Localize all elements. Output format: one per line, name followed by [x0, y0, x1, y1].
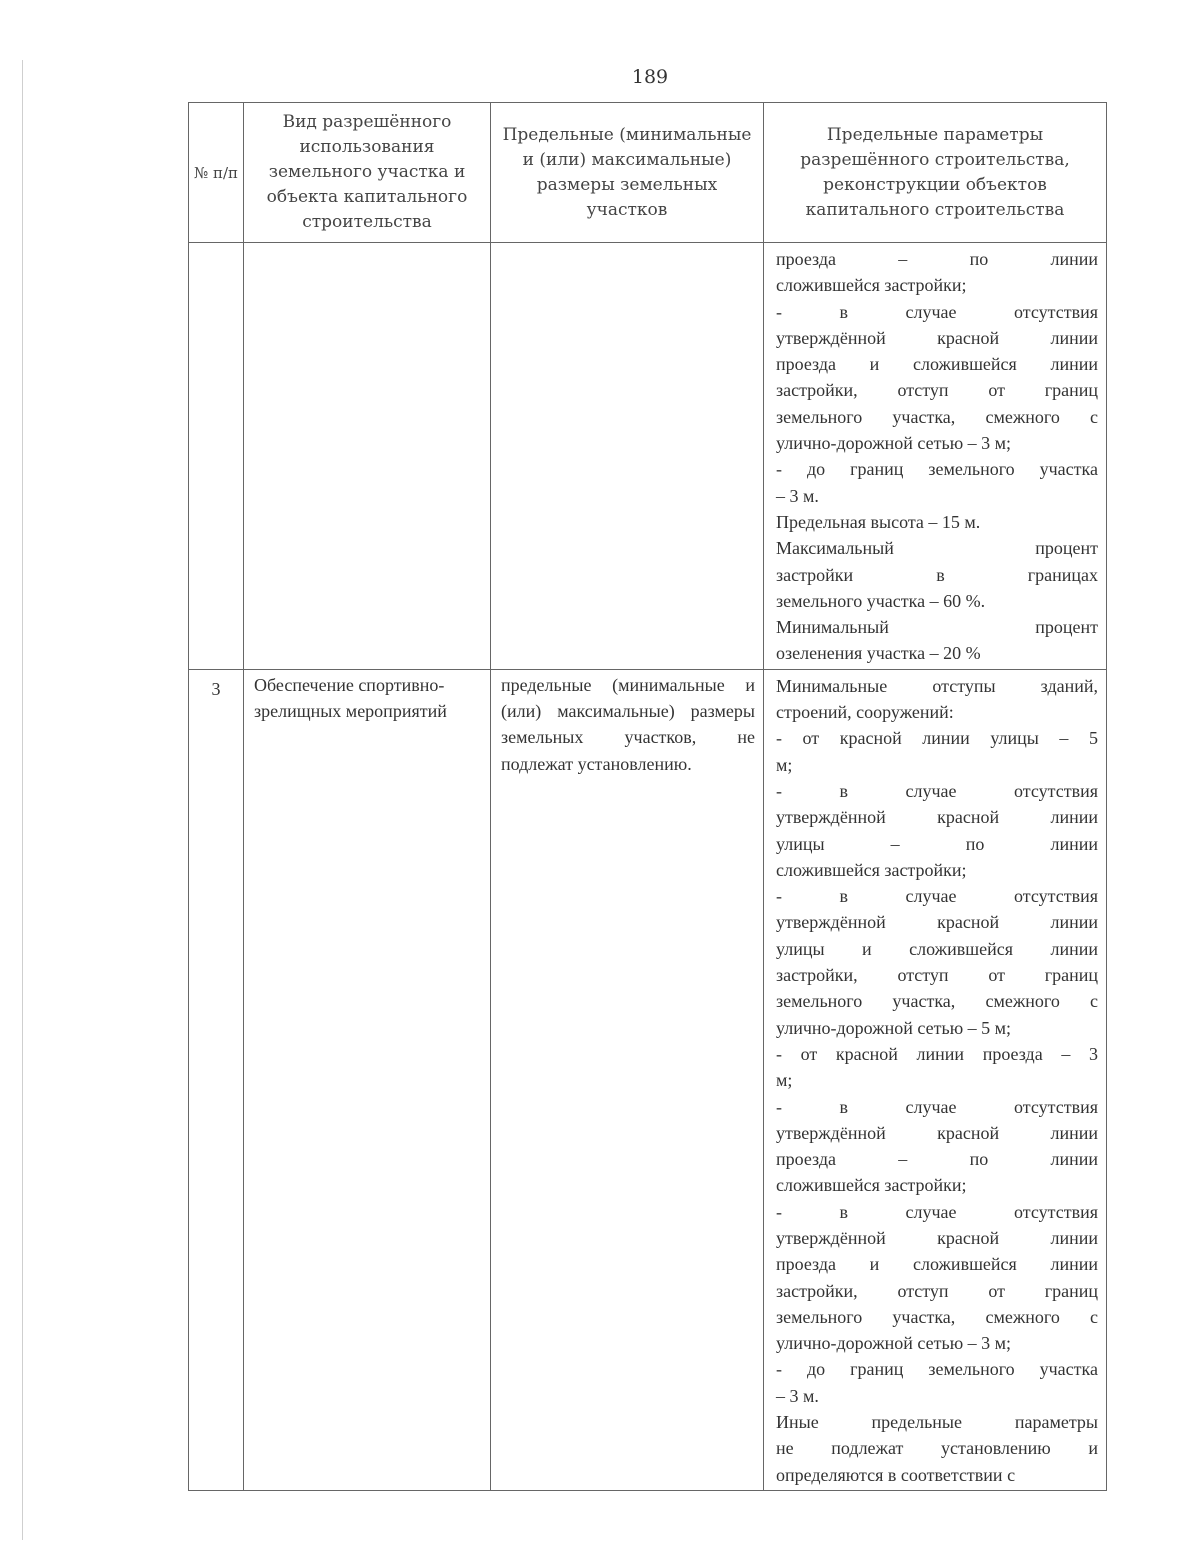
params-line: земельного участка, смежного с	[776, 1306, 1098, 1327]
params-line: проезда и сложившейся линии	[776, 354, 1098, 375]
params-line: застройки, отступ от границ	[776, 965, 1098, 986]
params-line: - в случае отсутствия	[776, 301, 1098, 322]
params-line: - в случае отсутствия	[776, 886, 1098, 907]
params-line: Предельная высота – 15 м.	[776, 511, 981, 532]
params-line: сложившейся застройки;	[776, 275, 967, 296]
params-line: Иные предельные параметры	[776, 1412, 1098, 1433]
params-line: не подлежат установлению и	[776, 1438, 1098, 1459]
table-row	[189, 669, 1107, 1490]
row-size: предельные (минимальные и (или) максимальные) размеры земельных участков, не подлежат установлению.	[491, 669, 764, 1490]
params-line: - в случае отсутствия	[776, 780, 1098, 801]
row-kind: Обеспечение спортивно-зрелищных мероприятий	[244, 669, 491, 1490]
zoning-parameters-table	[188, 102, 1107, 1491]
params-line: - от красной линии проезда – 3	[776, 1043, 1098, 1064]
params-line: улично-дорожной сетью – 5 м;	[776, 1017, 1012, 1038]
params-line: строений, сооружений:	[776, 702, 954, 723]
params-line: – 3 м.	[776, 1385, 819, 1406]
header-size: Предельные (минимальные и (или) максимальные) размеры земельных участков	[491, 103, 764, 243]
params-line: утверждённой красной линии	[776, 912, 1098, 933]
params-line: застройки, отступ от границ	[776, 1280, 1098, 1301]
params-line: сложившейся застройки;	[776, 1175, 967, 1196]
params-line: - до границ земельного участка	[776, 459, 1098, 480]
row-num	[189, 243, 244, 670]
params-line: застройки в границах	[776, 564, 1098, 585]
params-line: - в случае отсутствия	[776, 1201, 1098, 1222]
params-line: улицы – по линии	[776, 833, 1098, 854]
row-params	[764, 243, 1107, 670]
params-line: м;	[776, 1070, 793, 1091]
params-line: - от красной линии улицы – 5	[776, 728, 1098, 749]
header-num: № п/п	[189, 103, 244, 243]
params-line: м;	[776, 754, 793, 775]
params-lines	[776, 673, 1098, 1488]
params-line: земельного участка – 60 %.	[776, 590, 986, 611]
params-line: утверждённой красной линии	[776, 1122, 1098, 1143]
row-size	[491, 243, 764, 670]
params-line: - до границ земельного участка	[776, 1359, 1098, 1380]
params-line: Максимальный процент	[776, 538, 1098, 559]
row-kind	[244, 243, 491, 670]
row-num: 3	[189, 669, 244, 1490]
params-line: определяются в соответствии с	[776, 1464, 1016, 1485]
header-params: Предельные параметры разрешённого строительства, реконструкции объектов капитального строительства	[764, 103, 1107, 243]
row-params	[764, 669, 1107, 1490]
params-line: Минимальный процент	[776, 617, 1098, 638]
page-number: 189	[631, 66, 669, 88]
params-line: земельного участка, смежного с	[776, 406, 1098, 427]
header-kind: Вид разрешённого использования земельного участка и объекта капитального строительства	[244, 103, 491, 243]
params-line: проезда и сложившейся линии	[776, 1254, 1098, 1275]
params-lines	[776, 246, 1098, 667]
table-row	[189, 243, 1107, 670]
params-line: - в случае отсутствия	[776, 1096, 1098, 1117]
params-line: утверждённой красной линии	[776, 327, 1098, 348]
params-line: озеленения участка – 20 %	[776, 643, 981, 664]
params-line: сложившейся застройки;	[776, 859, 967, 880]
scan-edge-line	[22, 60, 23, 1540]
params-line: проезда – по линии	[776, 249, 1098, 269]
table-header-row	[189, 103, 1107, 243]
params-line: улицы и сложившейся линии	[776, 938, 1098, 959]
params-line: улично-дорожной сетью – 3 м;	[776, 433, 1012, 454]
params-line: проезда – по линии	[776, 1149, 1098, 1170]
params-line: – 3 м.	[776, 485, 819, 506]
params-line: Минимальные отступы зданий,	[776, 675, 1098, 696]
params-line: утверждённой красной линии	[776, 1227, 1098, 1248]
params-line: застройки, отступ от границ	[776, 380, 1098, 401]
params-line: утверждённой красной линии	[776, 807, 1098, 828]
params-line: улично-дорожной сетью – 3 м;	[776, 1333, 1012, 1354]
params-line: земельного участка, смежного с	[776, 991, 1098, 1012]
